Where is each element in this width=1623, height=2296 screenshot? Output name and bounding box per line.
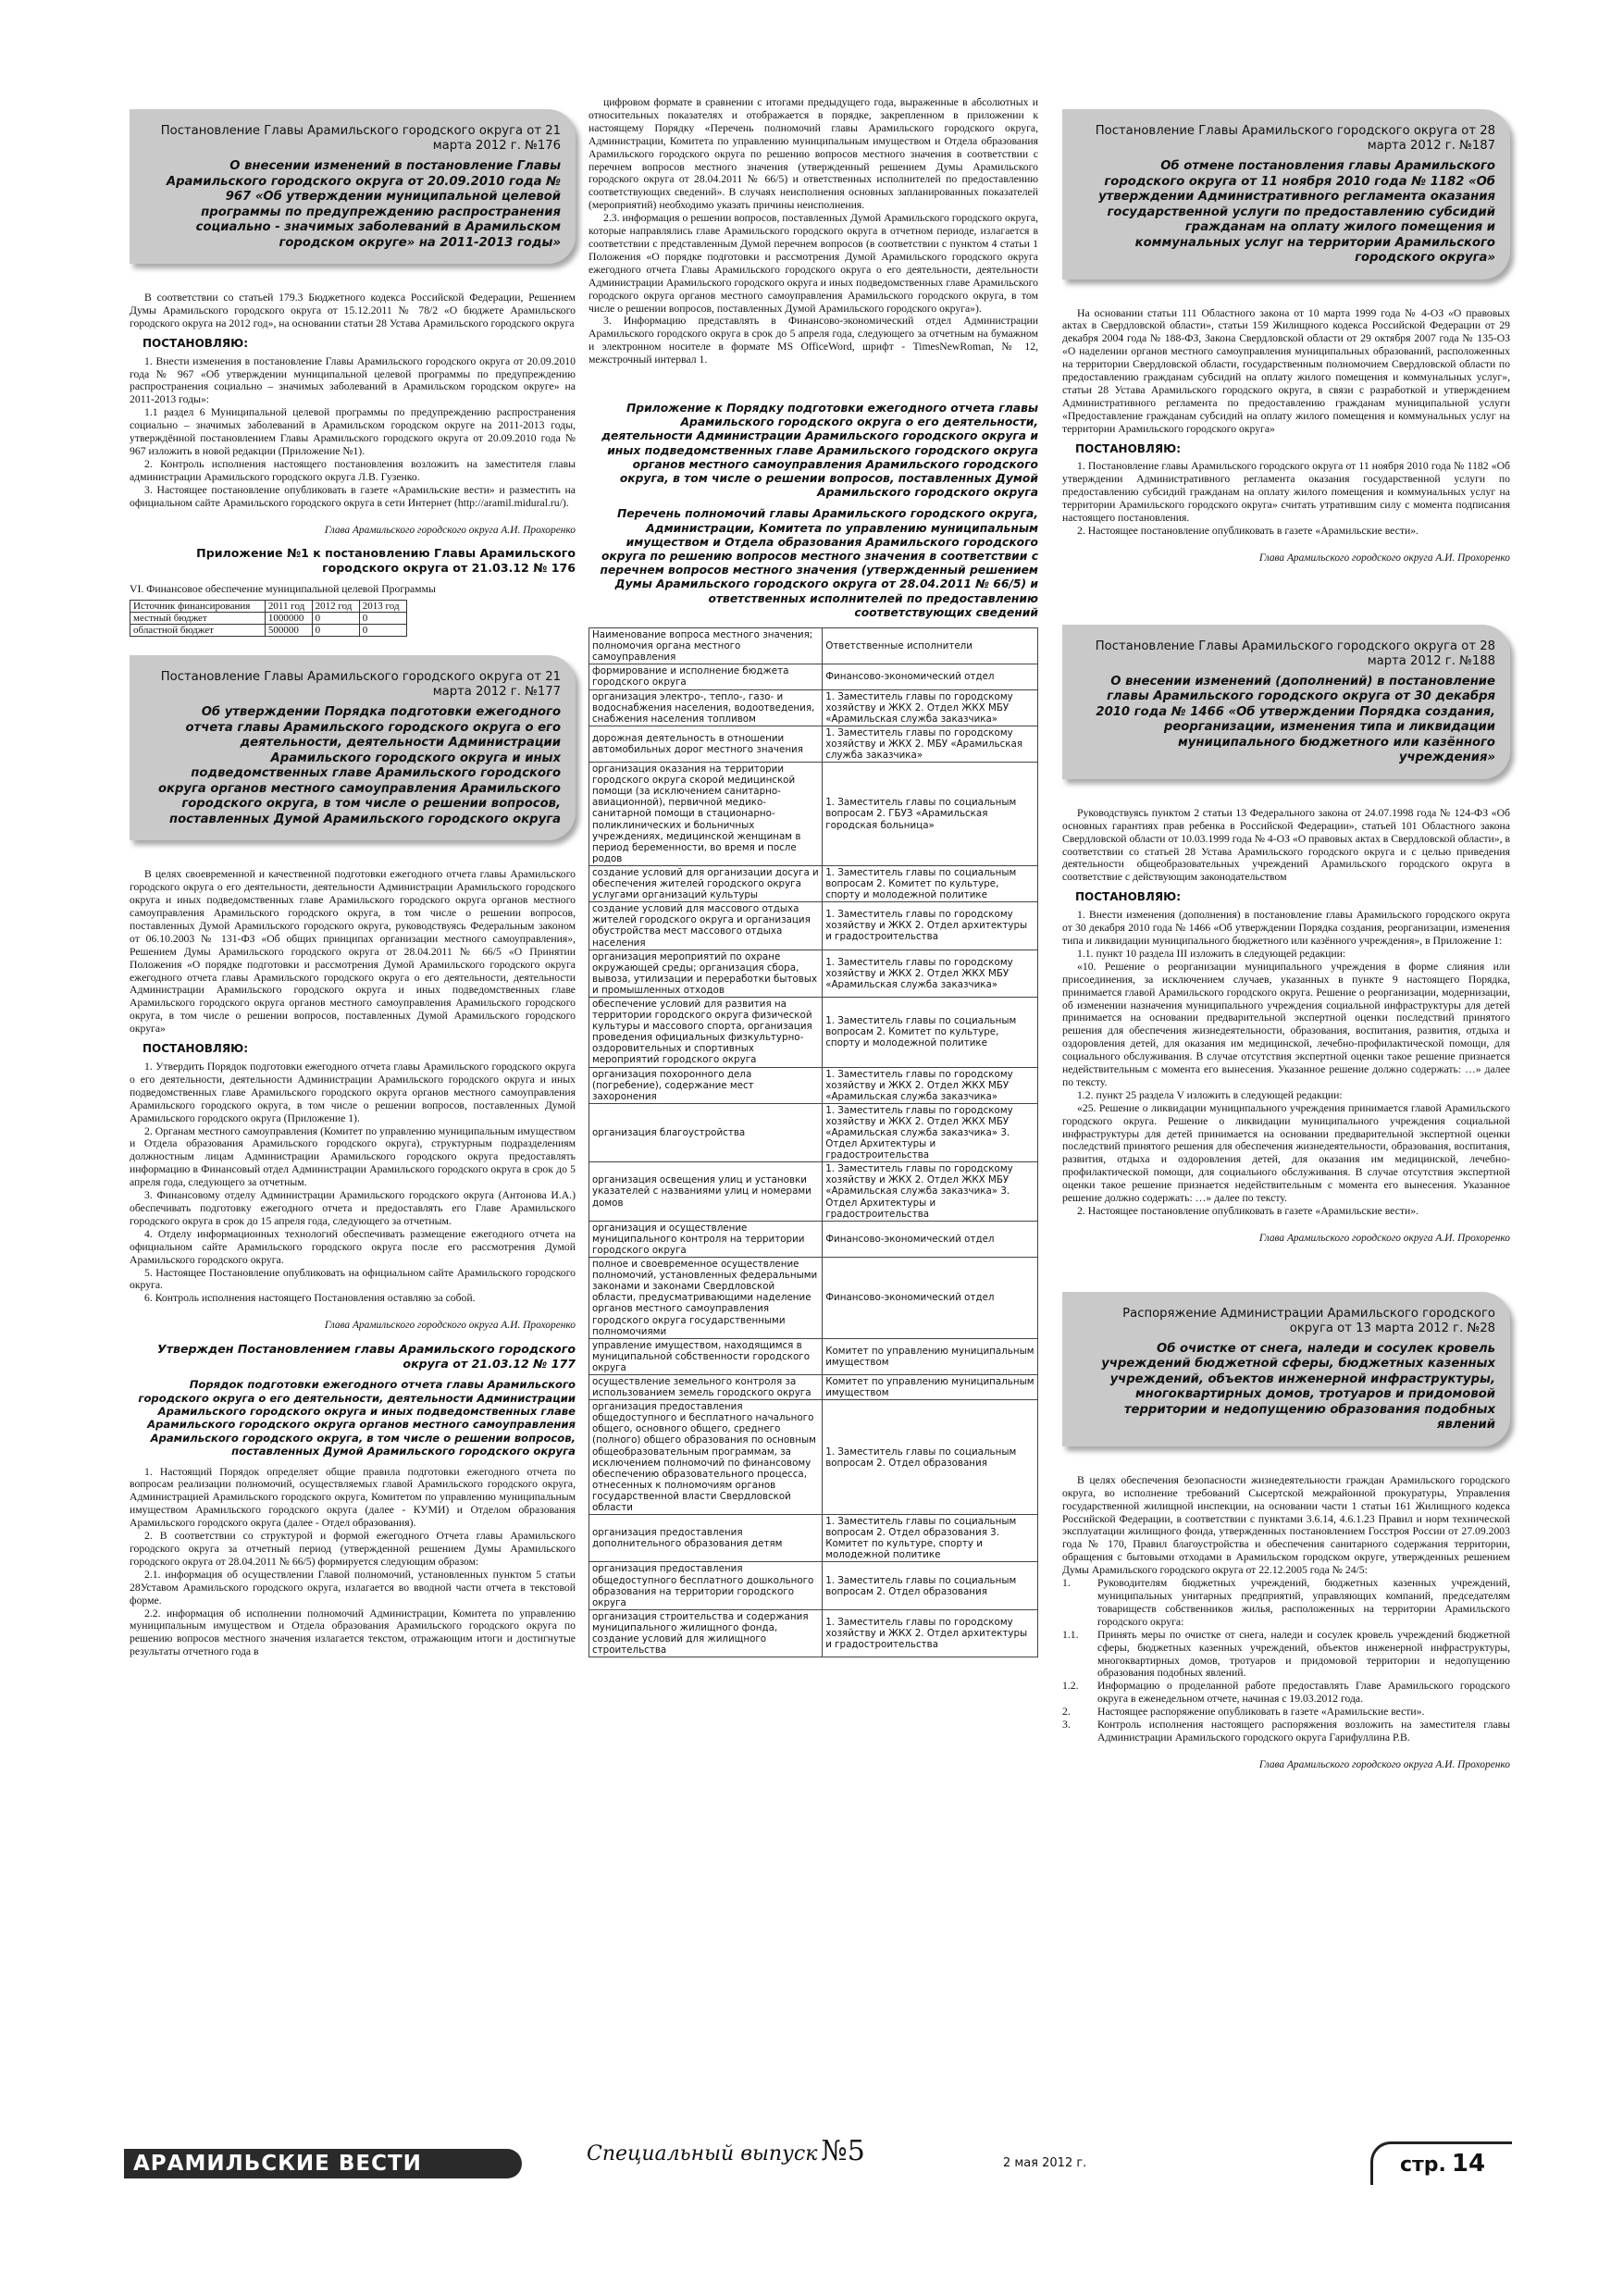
signature: Глава Арамильского городского округа А.И. Прохоренко	[324, 1320, 576, 1332]
table-header-cell: Наименование вопроса местного значения; полномочия органа местного самоуправления	[589, 628, 823, 664]
list-item-number: 2.	[1062, 1706, 1071, 1719]
list-item-text: Контроль исполнения настоящего распоряжения возложить на заместителя главы Администрации Арамильского городского округа Гарифуллина Р.В.	[1097, 1719, 1510, 1744]
table-cell: 1. Заместитель главы по городскому хозяйству и ЖКХ 2. Отдел архитектуры и градостроительства	[823, 1609, 1038, 1657]
paragraph: цифровом формате в сравнении с итогами предыдущего года, выраженные в абсолютных и относительных показателях и отображается в порядке, закрепленном в приложении к настоящему Порядку «Перечень полномочий главы Арамильского городского округа, Администрации, Комитета по управлению муниципальным имуществом и Отдела образования Арамильского городского округа по решению вопросов местного значения в соответствии с перечнем вопросов местного значения (утвержденный решением Думы Арамильского городского округа от 28.04.2011 № 66/5) и ответственных исполнителей по предоставлению соответствующих сведений». В случаях неисполнения основных запланированных показателей (мероприятий) необходимо указать причины неисполнения.	[588, 96, 1038, 212]
table-cell: создание условий для массового отдыха жителей городского округа и организация обустройства мест массового отдыха населения	[589, 902, 823, 949]
table-cell: 1. Заместитель главы по социальным вопросам 2. Отдел образования	[823, 1562, 1038, 1609]
paragraph: 4. Отделу информационных технологий обеспечивать размещение ежегодного отчета на официальном сайте Арамильского городского округа после его рассмотрения Думой Арамильского городского округа.	[130, 1227, 576, 1266]
column-right	[1062, 109, 1510, 1781]
list-item	[1062, 1680, 1510, 1706]
table-row	[589, 1400, 1038, 1515]
table-row	[589, 1103, 1038, 1161]
page-number-box	[1370, 2141, 1512, 2185]
table-header-cell: Источник финансирования	[130, 601, 266, 613]
resolution-body	[1062, 460, 1510, 537]
page-footer	[124, 2136, 1512, 2184]
table-row	[589, 628, 1038, 664]
signature: Глава Арамильского городского округа А.И. Прохоренко	[1258, 1232, 1510, 1244]
paragraph: 2.3. информация о решении вопросов, поставленных Думой Арамильского городского округа, которые направлялись главе Арамильского городского округа в отчетном периоде, излагается в соответствии с представленным Думой перечнем вопросов (в соответствии с пунктом 4 статьи 1 Положения «О порядке подготовки и рассмотрения Думой Арамильского городского округа ежегодного отчета Главы Арамильского городского округа о его деятельности, деятельности Администрации Арамильского городского округа и иных подведомственных главе Арамильского городского округа органов местного самоуправления Арамильского городского округа, в том числе о решении вопросов, поставленных Думой Арамильского городского округа»).	[588, 212, 1038, 315]
table-cell: 1. Заместитель главы по городскому хозяйству и ЖКХ 2. Отдел ЖКХ МБУ «Арамильская служба заказчика» 3. Отдел Архитектуры и градостроительства	[823, 1162, 1038, 1221]
table-row	[589, 865, 1038, 901]
table-row	[589, 949, 1038, 997]
table-row	[589, 1258, 1038, 1339]
resolution-intro: В соответствии со статьей 179.3 Бюджетного кодекса Российской Федерации, Решением Думы Арамильского городского округа от 15.12.2011 № 78/2 «О бюджете Арамильского городского округа на 2012 год», на основании статьи 28 Устава Арамильского городского округа	[130, 292, 576, 329]
resolution-187-header	[1062, 109, 1510, 279]
column-left	[130, 109, 576, 1658]
signature: Глава Арамильского городского округа А.И. Прохоренко	[324, 524, 576, 536]
table-cell: Финансово-экономический отдел	[823, 664, 1038, 689]
signature: Глава Арамильского городского округа А.И. Прохоренко	[1258, 552, 1510, 564]
resolution-176-header	[130, 109, 576, 264]
table-cell: организация электро-, тепло-, газо- и водоснабжения населения, водоотведения, снабжения населения топливом	[589, 689, 823, 726]
table-row	[589, 1338, 1038, 1374]
responsibility-table	[588, 627, 1038, 1657]
issue-date: 2 мая 2012 г.	[1003, 2156, 1087, 2170]
table-row	[589, 763, 1038, 866]
resolution-intro: В целях обеспечения безопасности жизнедеятельности граждан Арамильского городского округа, во исполнение требований Сысертской межрайонной прокуратуры, Управления государственной жилищной инспекции, на основании части 1 статьи 161 Жилищного кодекса Российской Федерации, в соответствии с пунктами 3.6.14, 4.6.1.23 Правил и норм технической эксплуатации жилищного фонда, утвержденных постановлением Госстроя России от 27.09.2003 года № 170, Правил благоустройства и обеспечения санитарного содержания территории, обращения с бытовыми отходами в Арамильском городском округе, утвержденных решением Думы Арамильского городского округа от 22.12.2005 года № 24/5:	[1062, 1473, 1510, 1577]
decree-label: ПОСТАНОВЛЯЮ:	[142, 336, 249, 350]
table-cell: 1. Заместитель главы по социальным вопросам 2. Отдел образования	[823, 1400, 1038, 1515]
paragraph: 1. Настоящий Порядок определяет общие правила подготовки ежегодного отчета по вопросам реализации полномочий, осуществляемых главой Арамильского городского округа, Администрацией Арамильского городского округа, Комитетом по управлению муниципальным имуществом Арамильского городского округа (далее - КУМИ) и Отделом образования Арамильского городского округа (далее - Отдел образования).	[130, 1465, 576, 1530]
column-middle	[588, 96, 1038, 1657]
list-item	[1062, 1706, 1510, 1719]
table-row	[589, 1067, 1038, 1103]
newspaper-brand: АРАМИЛЬСКИЕ ВЕСТИ	[124, 2149, 522, 2178]
page-label: стр.	[1399, 2153, 1446, 2177]
order-title: Порядок подготовки ежегодного отчета главы Арамильского городского округа о его деятельности, деятельности Администрации Арамильского городского округа и иных подведомственных главе Арамильского городского округа органов местного самоуправления Арамильского городского округа, в том числе о решении вопросов, поставленных Думой Арамильского городского округа	[138, 1378, 576, 1458]
list-item-text: Настоящее распоряжение опубликовать в газете «Арамильские вести».	[1097, 1706, 1425, 1719]
issue-label	[587, 2135, 865, 2167]
table-row	[589, 1515, 1038, 1562]
table-cell: Финансово-экономический отдел	[823, 1258, 1038, 1339]
table-cell: Комитет по управлению муниципальным имуществом	[823, 1374, 1038, 1399]
appendix-section: VI. Финансовое обеспечение муниципальной целевой Программы	[130, 583, 436, 596]
resolution-intro: Руководствуясь пунктом 2 статьи 13 Федерального закона от 24.07.1998 года № 124-ФЗ «Об основных гарантиях прав ребенка в Российской Федерации», статьей 101 Областного закона Свердловской области от 10.03.1999 года № 4-ОЗ «О правовых актах в Свердловской области», в соответствии со статьей 28 Устава Арамильского городского округа и с целью приведения деятельности общеобразовательных учреждений Арамильского городского округа в соответствие с действующим законодательством	[1062, 806, 1510, 884]
table-cell: 1. Заместитель главы по городскому хозяйству и ЖКХ 2. Отдел ЖКХ МБУ «Арамильская служба заказчика»	[823, 1067, 1038, 1103]
order-28-header	[1062, 1292, 1510, 1446]
table-row	[589, 1374, 1038, 1399]
order-items	[1062, 1577, 1510, 1744]
table-cell: 0	[312, 613, 359, 625]
list-item-text: Руководителям бюджетных учреждений, бюджетных казенных учреждений, муниципальных унитарных предприятий, управляющих компаний, председателям товариществ собственников жилья, расположенных на территории Арамильского городского округа:	[1097, 1577, 1510, 1628]
paragraph: 1. Постановление главы Арамильского городского округа от 11 ноября 2010 года № 1182 «Об утверждении Административного регламента оказания государственной услуги по предоставлению субсидий гражданам на оплату жилого помещения и коммунальных услуг на территории Арамильского городского округа» считать утратившим силу с момента подписания настоящего постановления.	[1062, 460, 1510, 525]
table-cell: организация предоставления общедоступного бесплатного дошкольного образования на территории городского округа	[589, 1562, 823, 1609]
appendix-title: Приложение №1 к постановлению Главы Арамильского городского округа от 21.03.12 № 176	[196, 546, 576, 576]
decree-label: ПОСТАНОВЛЯЮ:	[1075, 441, 1182, 455]
resolution-body	[130, 1061, 576, 1305]
resolution-title: Постановление Главы Арамильского городского округа от 28 марта 2012 г. №188	[1095, 639, 1495, 668]
resolution-subtitle: О внесении изменений (дополнений) в постановление главы Арамильского городского округа от 30 декабря 2010 года № 1466 «Об утверждении Порядка создания, реорганизации, изменения типа и ликвидации муниципального бюджетного или казённого учреждения»	[1096, 674, 1495, 765]
table-row	[589, 1221, 1038, 1257]
list-item-number: 1.2.	[1062, 1680, 1079, 1693]
paragraph: 1. Утвердить Порядок подготовки ежегодного отчета главы Арамильского городского округа о его деятельности, деятельности Администрации Арамильского городского округа и иных подведомственных главе Арамильского городского округа органов местного самоуправления Арамильского городского округа, в том числе о решении вопросов, поставленных Думой Арамильского городского округа (Приложение 1).	[130, 1061, 576, 1124]
table-header-cell: Ответственные исполнители	[823, 628, 1038, 664]
table-cell: 1. Заместитель главы по социальным вопросам 2. Комитет по культуре, спорту и молодежной политике	[823, 997, 1038, 1067]
table-header-cell: 2011 год	[265, 601, 312, 613]
resolution-188-header	[1062, 625, 1510, 779]
table-cell: создание условий для организации досуга и обеспечения жителей городского округа услугами организаций культуры	[589, 865, 823, 901]
paragraph: 1. Внести изменения в постановление Главы Арамильского городского округа от 20.09.2010 года № 967 «Об утверждении муниципальной целевой программы по предупреждению распространения социально – значимых заболеваний в Арамильском городском округе» на 2011-2013 годы»:	[130, 354, 576, 406]
issue-number: №5	[821, 2135, 865, 2167]
resolution-subtitle: О внесении изменений в постановление Главы Арамильского городского округа от 20.09.2010 года № 967 «Об утверждении муниципальной целевой программы по предупреждению распространения социально - значимых заболеваний в Арамильском городском округе» на 2011-2013 годы»	[166, 159, 561, 250]
table-cell: организация мероприятий по охране окружающей среды; организация сбора, вывоза, утилизации и переработки бытовых и промышленных отходов	[589, 949, 823, 997]
paragraph: 2. В соответствии со структурой и формой ежегодного Отчета главы Арамильского городского округа за отчетный период (утвержденной решением Думы Арамильского городского округа от 28.04.2011 № 66/5) формируется следующим образом:	[130, 1530, 576, 1568]
table-cell: организация строительства и содержания муниципального жилищного фонда, создание условий для жилищного строительства	[589, 1609, 823, 1657]
table-cell: местный бюджет	[130, 613, 266, 625]
resolution-intro: На основании статьи 111 Областного закона от 10 марта 1999 года № 4-ОЗ «О правовых актах в Свердловской области», статьи 159 Жилищного кодекса Российской Федерации от 29 декабря 2004 года № 188-ФЗ, Закона Свердловской области от 29 октября 2007 года № 135-ОЗ «О наделении органов местного самоуправления муниципальных образований, расположенных на территории Свердловской области, государственным полномочием Свердловской области по предоставлению гражданам субсидий на оплату жилого помещения и коммунальных услуг», статьи 28 Устава Арамильского городского округа, в связи с разработкой и утверждением Административного регламента по предоставлению гражданам муниципальной услуги «Предоставление гражданам субсидий на оплату жилого помещения и коммунальных услуг на территории Арамильского городского округа»	[1062, 306, 1510, 435]
table-cell: 1000000	[265, 613, 312, 625]
table-cell: организация предоставления дополнительного образования детям	[589, 1515, 823, 1562]
table-cell: обеспечение условий для развития на территории городского округа физической культуры и массового спорта, организация проведения официальных физкультурно-оздоровительных и спортивных мероприятий городского округа	[589, 997, 823, 1067]
list-item-text: Информацию о проделанной работе предоставлять Главе Арамильского городского округа в еженедельном отчете, начиная с 19.03.2012 года.	[1097, 1680, 1510, 1706]
table-row	[130, 601, 407, 613]
paragraph: «25. Решение о ликвидации муниципального учреждения принимается главой Арамильского городского округа. Решение о ликвидации муниципального учреждения социальной инфраструктуры для детей принимается на основании предварительной экспертной оценки последствий принятого решения для обеспечения жизнедеятельности, образования, воспитания, развития, отдыха и оздоровления детей, для оказания им медицинской, лечебно-профилактической помощи, для социального обслуживания. В случае отсутствия экспертной оценки такое решение признается недействительным с момента его вынесения. Указанное решение должно содержать: …» далее по тексту.	[1062, 1101, 1510, 1205]
list-item	[1062, 1719, 1510, 1744]
paragraph: 6. Контроль исполнения настоящего Постановления оставляю за собой.	[144, 1292, 476, 1305]
table-cell: полное и своевременное осуществление полномочий, установленных федеральными законами и законами Свердловской области, предусматривающими наделение органов местного самоуправления городского округа государственными полномочиями	[589, 1258, 823, 1339]
resolution-subtitle: Об отмене постановления главы Арамильского городского округа от 11 ноября 2010 года № 1182 «Об утверждении Административного регламента оказания государственной услуги по предоставлению субсидий гражданам на оплату жилого помещения и коммунальных услуг на территории Арамильского городского округа»	[1098, 159, 1495, 265]
approved-note: Утвержден Постановлением главы Арамильского городского округа от 21.03.12 № 177	[156, 1342, 576, 1371]
table-cell: организация освещения улиц и установки указателей с названиями улиц и номерами домов	[589, 1162, 823, 1221]
table-cell: осуществление земельного контроля за использованием земель городского округа	[589, 1374, 823, 1399]
table-cell: 1. Заместитель главы по городскому хозяйству и ЖКХ 2. МБУ «Арамильская служба заказчика»	[823, 726, 1038, 762]
list-item-number: 3.	[1062, 1719, 1071, 1731]
paragraph: 3. Информацию представлять в Финансово-экономический отдел Администрации Арамильского городского округа в срок до 5 апреля года, следующего за отчетным на бумажном и электронном носителе в формате MS OfficeWord, шрифт - TimesNewRoman, № 12, межстрочный интервал 1.	[588, 315, 1038, 366]
paragraph: «10. Решение о реорганизации муниципального учреждения в форме слияния или присоединения, за исключением случаев, указанных в пункте 9 настоящего Порядка, принимается главой Арамильского городского округа. Решение о реорганизации, модернизации, об изменении назначения муниципального учреждения социальной инфраструктуры для детей принимается на основании предварительной экспертной оценки последствий принятого решения для обеспечения жизнедеятельности, образования, воспитания, развития, отдыха и оздоровления детей, для оказания им медицинской, лечебно-профилактической помощи, для социального обслуживания. В случае отсутствия экспертной оценки такое решение признается недействительным с момента его вынесения. Указанное решение должно содержать: …» далее по тексту.	[1062, 960, 1510, 1088]
decree-label: ПОСТАНОВЛЯЮ:	[1075, 890, 1182, 904]
resolution-title: Распоряжение Администрации Арамильского городского округа от 13 марта 2012 г. №28	[1122, 1306, 1495, 1335]
list-item	[1062, 1577, 1510, 1629]
paragraph: 5. Настоящее Постановление опубликовать на официальном сайте Арамильского городского округа.	[130, 1266, 576, 1292]
decree-label: ПОСТАНОВЛЯЮ:	[142, 1042, 249, 1056]
table-header-cell: 2013 год	[359, 601, 406, 613]
table-cell: Финансово-экономический отдел	[823, 1221, 1038, 1257]
order-continuation	[588, 96, 1038, 366]
appendix-title: Приложение к Порядку подготовки ежегодного отчета главы Арамильского городского округа о его деятельности, деятельности Администрации Арамильского городского округа и иных подведомственных главе Арамильского городского округа органов местного самоуправления Арамильского городского округа, в том числе о решении вопросов, поставленных Думой Арамильского городского округа	[601, 402, 1038, 500]
paragraph: 2. Настоящее постановление опубликовать в газете «Арамильские вести».	[1077, 525, 1419, 537]
table-header-cell: 2012 год	[312, 601, 359, 613]
table-cell: 500000	[265, 625, 312, 637]
table-cell: 1. Заместитель главы по городскому хозяйству и ЖКХ 2. Отдел ЖКХ МБУ «Арамильская служба заказчика»	[823, 689, 1038, 726]
issue-label-text: Специальный выпуск	[587, 2142, 818, 2166]
table-row	[130, 625, 407, 637]
resolution-subtitle: Об очистке от снега, наледи и сосулек кровель учреждений бюджетной сферы, бюджетных казенных учреждений, объектов инженерной инфраструктуры, многоквартирных домов, тротуаров и придомовой территории и недопущению образования подобных явлений	[1101, 1341, 1495, 1433]
paragraph: 1.1 раздел 6 Муниципальной целевой программы по предупреждению распространения социально – значимых заболеваний в Арамильском городском округе на 2011-2013 годы, утверждённой постановлением Главы Арамильского городского округа от 20.09.2010 года № 967 изложить в новой редакции (Приложение №1).	[130, 406, 576, 457]
table-cell: 1. Заместитель главы по городскому хозяйству и ЖКХ 2. Отдел архитектуры и градостроительства	[823, 902, 1038, 949]
table-cell: Комитет по управлению муниципальным имуществом	[823, 1338, 1038, 1374]
page-number: 14	[1451, 2150, 1486, 2178]
list-item	[1062, 1629, 1510, 1681]
table-row	[589, 726, 1038, 762]
resolution-body	[130, 355, 576, 510]
table-cell: 1. Заместитель главы по городскому хозяйству и ЖКХ 2. Отдел ЖКХ МБУ «Арамильская служба заказчика» 3. Отдел Архитектуры и градостроительства	[823, 1103, 1038, 1161]
table-cell: организация похоронного дела (погребение), содержание мест захоронения	[589, 1067, 823, 1103]
table-row	[589, 902, 1038, 949]
paragraph: 1. Внести изменения (дополнения) в постановление главы Арамильского городского округа от 30 декабря 2010 года № 1466 «Об утверждении Порядка создания, реорганизации, изменения типа и ликвидации муниципального бюджетного или казённого учреждения», в Приложение 1:	[1062, 909, 1510, 947]
table-cell: организация и осуществление муниципального контроля на территории городского округа	[589, 1221, 823, 1257]
list-item-number: 1.	[1062, 1577, 1071, 1590]
table-cell: 1. Заместитель главы по социальным вопросам 2. Комитет по культуре, спорту и молодежной политике	[823, 865, 1038, 901]
table-cell: областной бюджет	[130, 625, 266, 637]
order-body	[130, 1466, 576, 1659]
table-row	[589, 1162, 1038, 1221]
table-cell: формирование и исполнение бюджета городского округа	[589, 664, 823, 689]
table-cell: 0	[359, 613, 406, 625]
resolution-title: Постановление Главы Арамильского городского округа от 28 марта 2012 г. №187	[1095, 124, 1495, 153]
table-cell: 0	[312, 625, 359, 637]
resolution-177-header	[130, 655, 576, 840]
responsibility-table-body	[589, 628, 1038, 1657]
list-item-text: Принять меры по очистке от снега, наледи и сосулек кровель учреждений бюджетной сферы, бюджетных казенных учреждений, объектов инженерной инфраструктуры, многоквартирных домов, тротуаров и придомовой территории и недопущению образования подобных явлений.	[1097, 1628, 1510, 1680]
paragraph: 2. Органам местного самоуправления (Комитет по управлению муниципальным имуществом и Отдела образования Арамильского городского округа), структурным подразделениям должностным лицам Администрации Арамильского городского округа предоставлять информацию в Финансовый отдел Администрации Арамильского городского округа в срок до 5 апреля года, следующего за отчетным.	[130, 1124, 576, 1189]
table-row	[589, 1562, 1038, 1609]
table-cell: 0	[359, 625, 406, 637]
table-cell: организация благоустройства	[589, 1103, 823, 1161]
table-cell: 1. Заместитель главы по социальным вопросам 2. Отдел образования 3. Комитет по культуре, спорту и молодежной политике	[823, 1515, 1038, 1562]
list-item-number: 1.1.	[1062, 1628, 1079, 1641]
resolution-body	[1062, 909, 1510, 1218]
resolution-title: Постановление Главы Арамильского городского округа от 21 марта 2012 г. №177	[160, 670, 561, 700]
resolution-title: Постановление Главы Арамильского городского округа от 21 марта 2012 г. №176	[160, 124, 561, 153]
table-cell: дорожная деятельность в отношении автомобильных дорог местного значения	[589, 726, 823, 762]
list-title: Перечень полномочий главы Арамильского городского округа, Администрации, Комитета по управлению муниципальным имуществом и Отдела образования Арамильского городского округа по решению вопросов местного значения в соответствии с перечнем вопросов местного значения (утвержденный решением Думы Арамильского городского округа от 28.04.2011 № 66/5) и ответственных исполнителей по предоставлению соответствующих сведений	[600, 507, 1038, 619]
paragraph: 1.1. пункт 10 раздела III изложить в следующей редакции:	[1077, 947, 1346, 960]
table-row	[589, 1609, 1038, 1657]
financing-table	[130, 600, 407, 637]
paragraph: 2. Контроль исполнения настоящего постановления возложить на заместителя главы администрации Арамильского городского округа Л.В. Гузенко.	[130, 457, 576, 483]
table-row	[589, 689, 1038, 726]
paragraph: 2.2. информация об исполнении полномочий Администрации, Комитета по управлению муниципальным имуществом и Отдела образования Арамильского городского округа по решению вопросов местного значения излагается текстом, отражающим итоги и достигнутые результаты отчетного года в	[130, 1607, 576, 1658]
paragraph: 2.1. информация об осуществлении Главой полномочий, установленных пунктом 5 статьи 28Уставом Арамильского городского округа, излагается во вводной части отчета в текстовой форме.	[130, 1568, 576, 1607]
table-cell: организация предоставления общедоступного и бесплатного начального общего, основного общего, среднего (полного) общего образования по основным общеобразовательным программам, за исключением полномочий по финансовому обеспечению образовательного процесса, отнесенных к полномочиям органов государственной власти Свердловской области	[589, 1400, 823, 1515]
paragraph: 3. Настоящее постановление опубликовать в газете «Арамильские вести» и разместить на официальном сайте Арамильского городского округа в сети Интернет (http://aramil.midural.ru/).	[130, 483, 576, 509]
paragraph: 1.2. пункт 25 раздела V изложить в следующей редакции:	[1077, 1088, 1343, 1101]
table-row	[589, 664, 1038, 689]
table-cell: 1. Заместитель главы по городскому хозяйству и ЖКХ 2. Отдел ЖКХ МБУ «Арамильская служба заказчика»	[823, 949, 1038, 997]
table-row	[130, 613, 407, 625]
table-cell: управление имуществом, находящимся в муниципальной собственности городского округа	[589, 1338, 823, 1374]
resolution-intro: В целях своевременной и качественной подготовки ежегодного отчета главы Арамильского городского округа о его деятельности, деятельности Администрации Арамильского городского округа и иных подведомственных главе Арамильского городского округа органов местного самоуправления Арамильского городского округа, в том числе о решении вопросов, поставленных Думой Арамильского городского округа, руководствуясь Федеральным законом от 06.10.2003 № 131-ФЗ «Об общих принципах организации местного самоуправления», Решением Думы Арамильского городского округа от 28.04.2011 № 66/5 «О Принятии Положения «О порядке подготовки и рассмотрения Думой Арамильского городского округа ежегодного отчета главы Арамильского городского округа о его деятельности, деятельности Администрации Арамильского городского округа и иных подведомственных главе Арамильского городского округа органов местного самоуправления Арамильского городского округа, в том числе о решении вопросов, поставленных Думой Арамильского городского округа»	[130, 868, 576, 1036]
table-row	[589, 997, 1038, 1067]
table-cell: организация оказания на территории городского округа скорой медицинской помощи (за исключением санитарно-авиационной), первичной медико-санитарной помощи в стационарно-поликлинических и больничных учреждениях, медицинской женщинам в период беременности, во время и после родов	[589, 763, 823, 866]
paragraph: 2. Настоящее постановление опубликовать в газете «Арамильские вести».	[1077, 1205, 1419, 1217]
signature: Глава Арамильского городского округа А.И. Прохоренко	[1258, 1758, 1510, 1770]
resolution-subtitle: Об утверждении Порядка подготовки ежегодного отчета главы Арамильского городского округа о его деятельности, деятельности Администрации Арамильского городского округа и иных подведомственных главе Арамильского городского округа органов местного самоуправления Арамильского городского округа, в том числе о решении вопросов, поставленных Думой Арамильского городского округа	[157, 705, 561, 826]
table-cell: 1. Заместитель главы по социальным вопросам 2. ГБУЗ «Арамильская городская больница»	[823, 763, 1038, 866]
paragraph: 3. Финансовому отделу Администрации Арамильского городского округа (Антонова И.А.) обеспечивать подготовку ежегодного отчета и предоставлять его Главе Арамильского городского округа в срок до 15 апреля года, следующего за отчетным.	[130, 1189, 576, 1227]
